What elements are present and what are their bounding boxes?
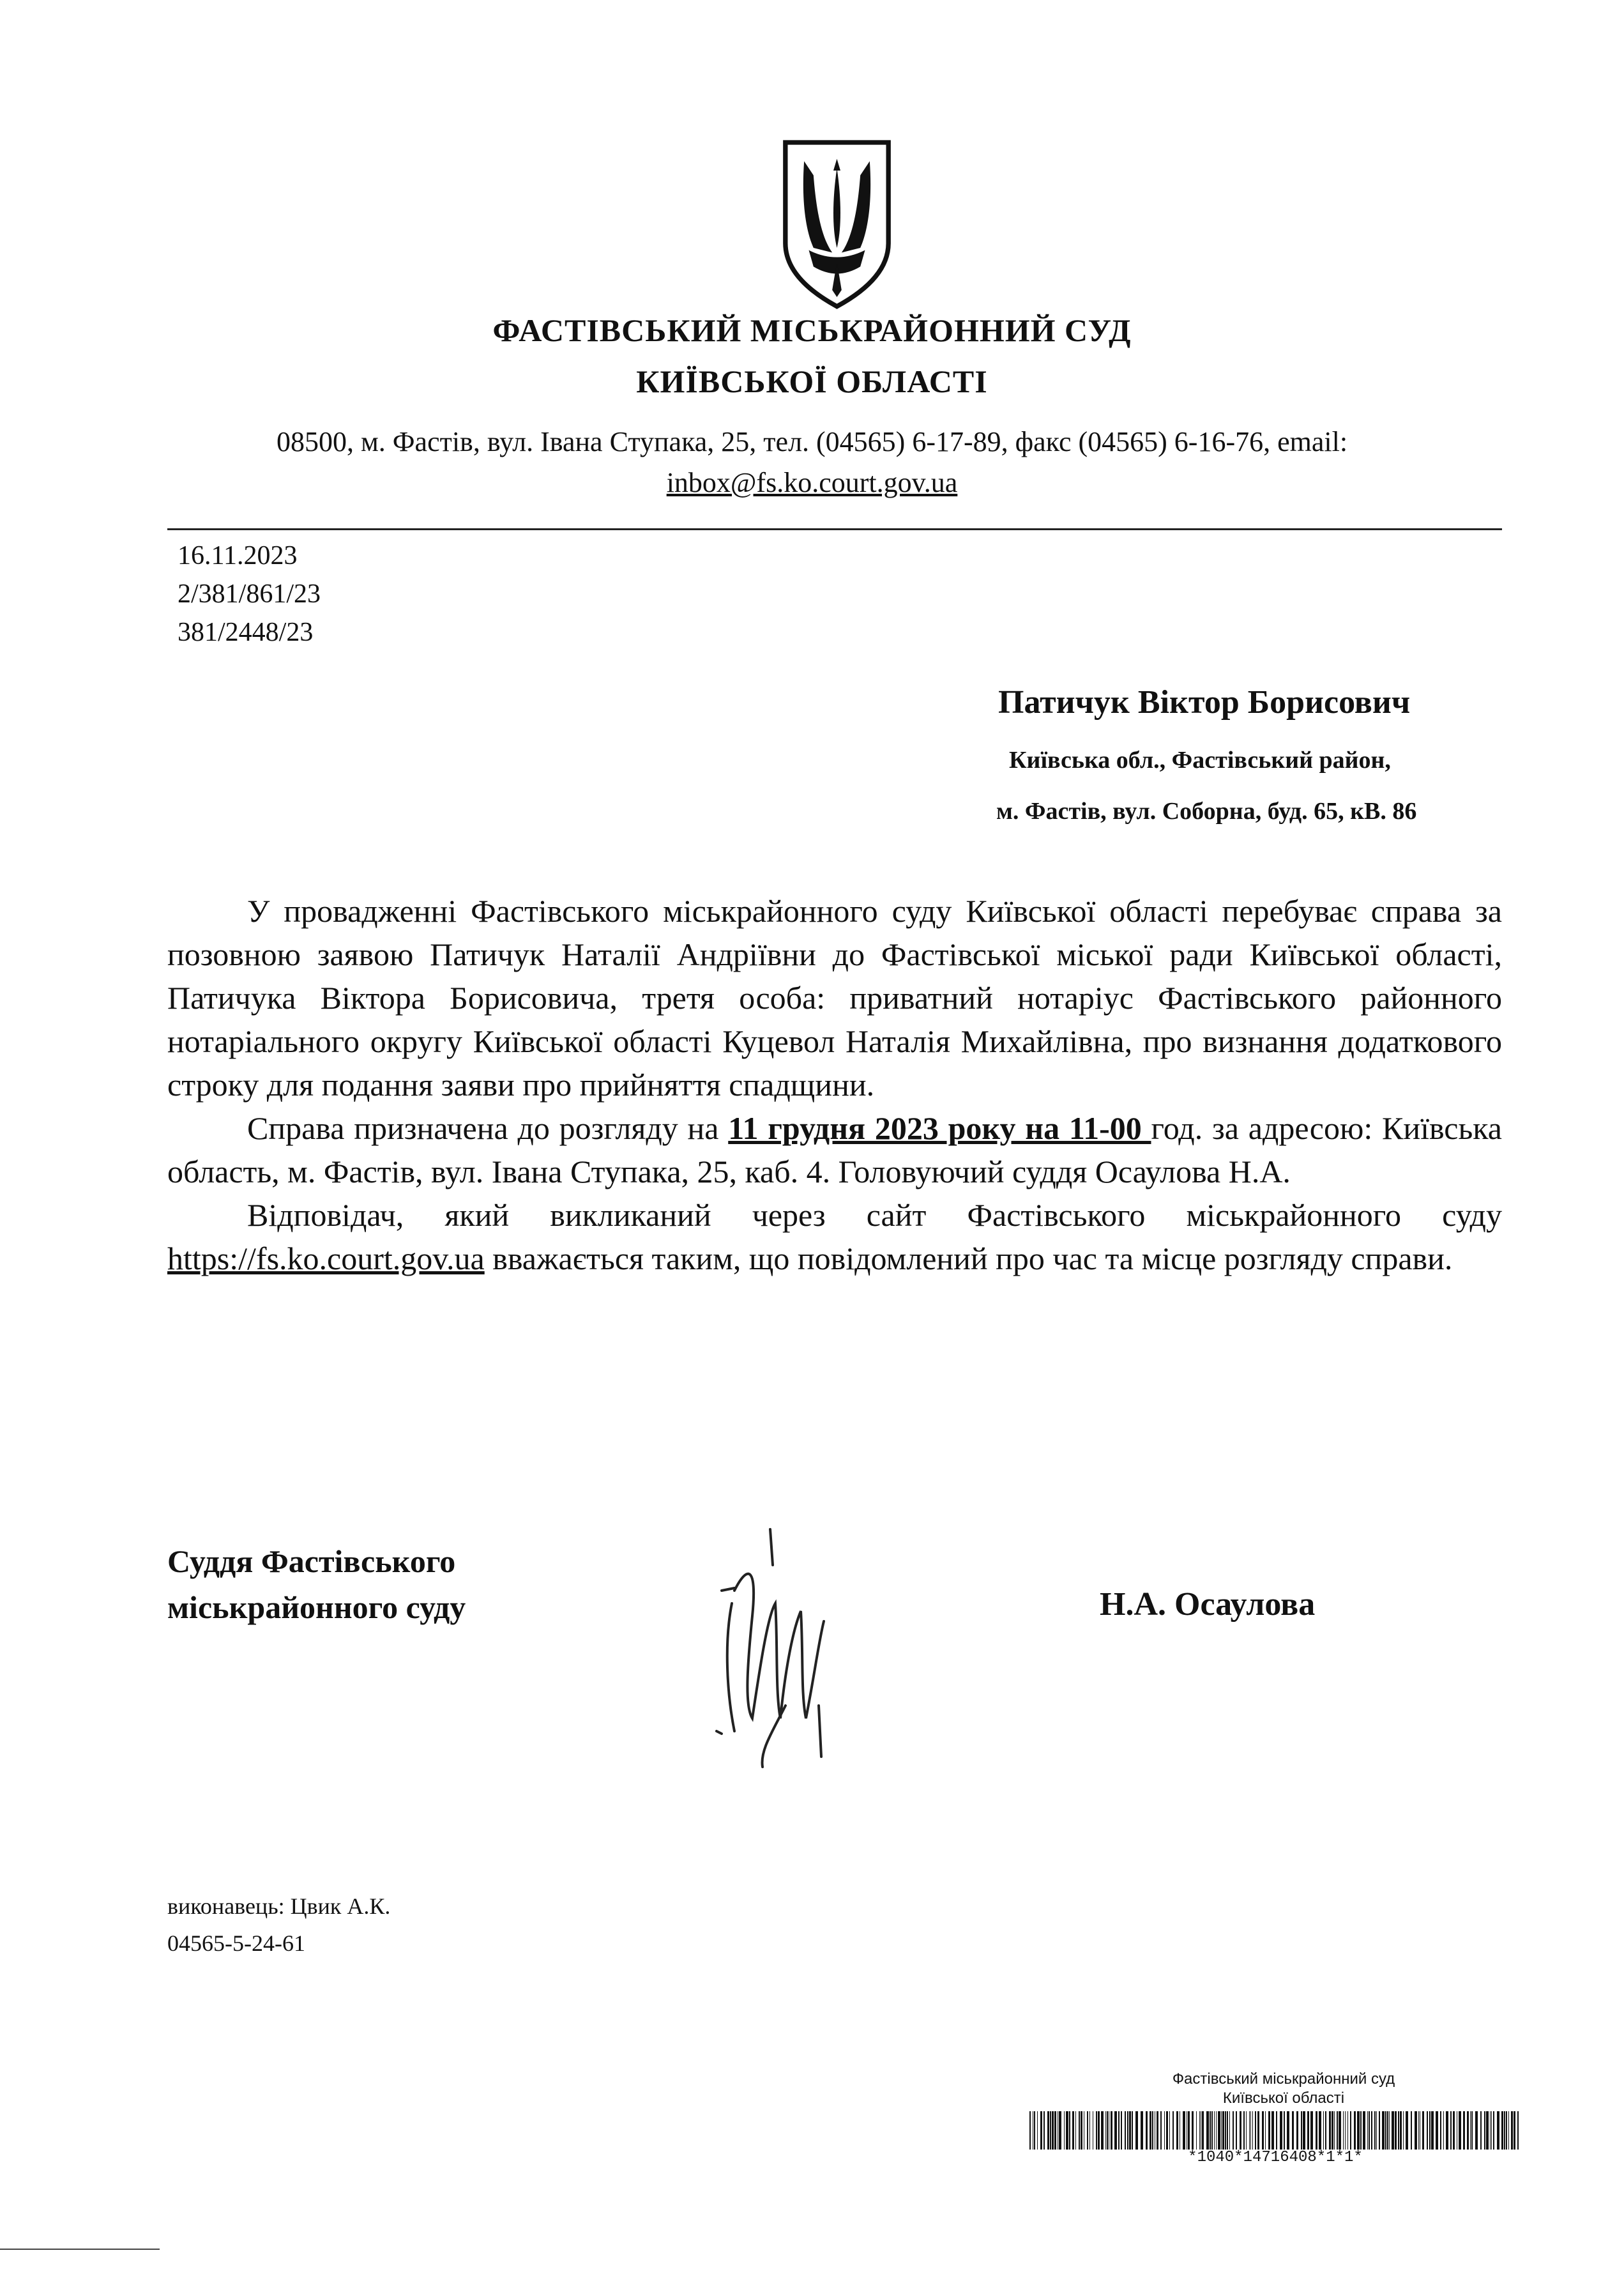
hearing-intro: Справа призначена до розгляду на [247, 1110, 729, 1146]
email-link[interactable]: inbox@fs.ko.court.gov.ua [666, 467, 958, 498]
handwritten-signature [696, 1514, 843, 1769]
court-contacts [160, 422, 1464, 503]
court-website-link[interactable]: https://fs.ko.court.gov.ua [167, 1241, 485, 1276]
recipient-address [996, 735, 1417, 837]
paragraph-hearing [167, 1106, 1502, 1193]
court-name: ФАСТІВСЬКИЙ МІСЬКРАЙОННИЙ СУД [492, 312, 1132, 348]
letter-body [167, 889, 1502, 1280]
signer-title [167, 1538, 466, 1630]
court-region: КИЇВСЬКОЇ ОБЛАСТІ [636, 363, 988, 399]
coat-of-arms-icon [778, 135, 896, 311]
stamp-line2: Київської області [1222, 2089, 1345, 2107]
paragraph-case: У провадженні Фастівського міськрайонного суду Київської області перебуває справа за позовною заявою Патичук Наталії Андріївни до Фастівської міської ради Київської області, Патичука Віктора Борисовича, третя особа: приватний нотаріус Фастівського районного нотаріального округу Київської області Куцевол Наталія Михайлівна, про визнання додаткового строку для подання заяви про прийняття спадщини. [167, 893, 1502, 1103]
recipient-name: Патичук Віктор Борисович [998, 684, 1411, 721]
executor-info [167, 1888, 390, 1962]
document-date: 16.11.2023 [178, 541, 298, 570]
barcode [1029, 2111, 1521, 2150]
registration-stamp [1118, 2070, 1450, 2108]
signer-title-line2: міськрайонного суду [167, 1589, 466, 1625]
notice-intro: Відповідач, який викликаний через сайт Фастівського міськрайонного суду [247, 1197, 1502, 1233]
hearing-details: год. за адресою: Київська область, м. Фастів, вул. Івана Ступака, 25, каб. 4. Головуючий суддя Осаулова Н.А. [167, 1110, 1503, 1189]
case-number: 381/2448/23 [178, 618, 314, 647]
header-divider [167, 528, 1502, 530]
executor-name: виконавець: Цвик А.К. [167, 1893, 391, 1919]
document-references [178, 537, 321, 652]
recipient-address-line2: м. Фастів, вул. Соборна, буд. 65, кВ. 86 [996, 798, 1417, 825]
footer-rule [0, 2249, 160, 2250]
signer-title-line1: Суддя Фастівського [167, 1543, 456, 1579]
stamp-line1: Фастівський міськрайонний суд [1172, 2070, 1395, 2088]
hearing-datetime: 11 грудня 2023 року на 11-00 [728, 1110, 1151, 1146]
contacts-line: 08500, м. Фастів, вул. Івана Ступака, 25, тел. (04565) 6-17-89, факс (04565) 6-16-76, email: [276, 426, 1348, 457]
notice-outro: вважається таким, що повідомлений про час та місце розгляду справи. [484, 1241, 1453, 1276]
recipient-address-line1: Київська обл., Фастівський район, [1009, 747, 1391, 774]
signer-name: Н.А. Осаулова [1100, 1586, 1316, 1623]
executor-phone: 04565-5-24-61 [167, 1930, 305, 1956]
outgoing-number: 2/381/861/23 [178, 579, 321, 609]
barcode-number: *1040*14716408*1*1* [1188, 2149, 1363, 2166]
paragraph-notice [167, 1193, 1502, 1280]
